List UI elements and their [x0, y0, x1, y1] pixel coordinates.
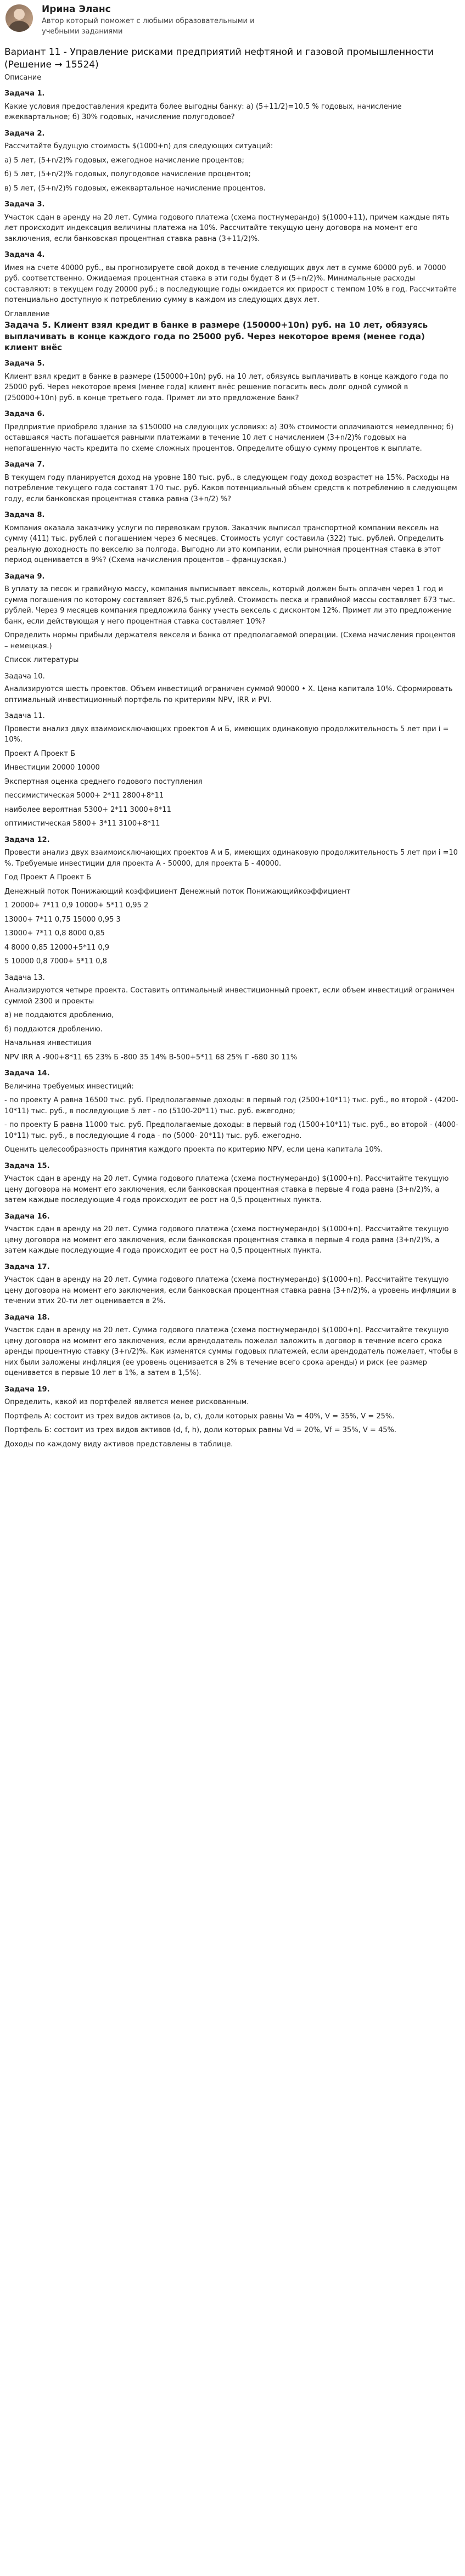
task-paragraph: Оценить целесообразность принятия каждого проекта по критерию NPV, если цена капитала 10%. — [4, 1146, 383, 1154]
task-heading: Задача 2. — [4, 129, 45, 138]
task-paragraph: NPV IRR А -900+8*11 65 23% Б -800 35 14% В-500+5*11 68 25% Г -680 30 11% — [4, 1053, 298, 1062]
task-paragraph: 4 8000 0,85 12000+5*11 0,9 — [4, 943, 110, 952]
task-heading: Задача 5. — [4, 360, 45, 368]
task-paragraph: Участок сдан в аренду на 20 лет. Сумма годового платежа (схема постнумерандо) $(1000+n). Рассчитайте текущую цену договора на момент его заключения, если банковская процентная ставка в первые 4 года равна (3+n/2)%, а затем каждые последующие 4 года происходит ее рост на 0,5 процентных пункта. — [4, 1225, 449, 1255]
task-paragraph: 13000+ 7*11 0,8 8000 0,85 — [4, 929, 105, 938]
task-heading: Задача 7. — [4, 461, 45, 469]
task-paragraph: Проект А Проект Б — [4, 749, 76, 758]
task-heading: Задача 14. — [4, 1069, 50, 1078]
task-paragraph: Анализируются шесть проектов. Объем инвестиций ограничен суммой 90000 • X. Цена капитала 10%. Сформировать оптимальный инвестиционный портфель по критериям NPV, IRR и PVI. — [4, 685, 453, 704]
task-paragraph: оптимистическая 5800+ 3*11 3100+8*11 — [4, 820, 160, 828]
tasks-section-2 — [4, 358, 461, 652]
task-paragraph: - по проекту Б равна 11000 тыс. руб. Предполагаемые доходы: в первый год (1500+10*11) тыс. руб., во второй - (4000-10*11) тыс. руб., в последующие 4 года - по (5000- 20*11) тыс. руб. ежегодно. — [4, 1121, 458, 1140]
avatar[interactable] — [5, 4, 33, 32]
author-info — [42, 3, 272, 37]
task-paragraph: Величина требуемых инвестиций: — [4, 1082, 134, 1091]
task-heading: Задача 4. — [4, 251, 45, 260]
task-heading: Задача 1. — [4, 89, 45, 98]
task-paragraph: Участок сдан в аренду на 20 лет. Сумма годового платежа (схема постнумерандо) $(1000+n). Рассчитайте текущую цену договора на момент его заключения, если банковская процентная ставка в первые 4 года равна (3+n/2)%, а затем каждые последующие 4 года происходит ее рост на 0,5 процентных пункта. — [4, 1175, 449, 1205]
literature-label: Список литературы — [4, 656, 79, 665]
task-paragraph: Какие условия предоставления кредита более выгодны банку: а) (5+11/2)=10.5 % годовых, начисление ежеквартальное; б) 30% годовых, начисление полугодовое? — [4, 102, 402, 122]
author-name[interactable]: Ирина Эланс — [42, 4, 111, 15]
task-heading: Задача 9. — [4, 572, 45, 581]
task-paragraph: а) 5 лет, (5+n/2)% годовых, ежегодное начисление процентов; — [4, 156, 244, 165]
task-paragraph: Год Проект А Проект Б — [4, 873, 92, 882]
task-paragraph: Экспертная оценка среднего годового поступления — [4, 777, 203, 786]
task-paragraph: б) поддаются дроблению. — [4, 1025, 103, 1034]
task-paragraph: - по проекту А равна 16500 тыс. руб. Предполагаемые доходы: в первый год (2500+10*11) тыс. руб., во второй - (4200-10*11) тыс. руб., в последующие 5 лет - по (5100-20*11) тыс. руб. ежегодно; — [4, 1096, 458, 1115]
task-paragraph: Участок сдан в аренду на 20 лет. Сумма годового платежа (схема постнумерандо) $(1000+n). Рассчитайте текущую цену договора на момент его заключения, если банковская процентная ставка равна (3+n/2)%, а уровень инфляции в течении этих 20-ти лет оценивается в 2%. — [4, 1276, 457, 1306]
page-title: Вариант 11 - Управление рисками предприятий нефтяной и газовой промышленности (Решение → 15524) — [4, 47, 434, 70]
task-paragraph: Участок сдан в аренду на 20 лет. Сумма годового платежа (схема постнумерандо) $(1000+n). Рассчитайте текущую цену договора на момент его заключения, если арендодатель пожелал заложить в договор в течение всего срока аренды процентную ставку (3+n/2)%. Как изменятся суммы годовых платежей, если арендодатель пожелает, чтобы в них были заложены инфляция (ее уровень оценивается в 2% в течение всего срока аренды) и риск (ее размер оценивается в первые 10 лет в 1%, а затем в 1,5%). — [4, 1326, 458, 1378]
task-paragraph: В уплату за песок и гравийную массу, компания выписывает вексель, который должен быть оплачен через 1 год и сумма погашения по которому составляет 826,5 тыс.рублей. Стоимость песка и гравийной массы составляет 673 тыс. рублей. Через 9 месяцев компания предложила банку учесть вексель с дисконтом 12%. Примет ли это предложение банк, если действующая у него процентная ставка составляет 10%? — [4, 585, 456, 626]
task-paragraph: наиболее вероятная 5300+ 2*11 3000+8*11 — [4, 805, 171, 814]
task-paragraph: Портфель Б: состоит из трех видов активов (d, f, h), доли которых равны Vd = 20%, Vf = 35%, V = 45%. — [4, 1426, 396, 1435]
task-paragraph: Провести анализ двух взаимоисключающих проектов А и Б, имеющих одинаковую продолжительность 5 лет при i = 10%. — [4, 725, 449, 744]
task-heading: Задача 6. — [4, 410, 45, 419]
task-paragraph: 5 10000 0,8 7000+ 5*11 0,8 — [4, 957, 107, 966]
task-paragraph: пессимистическая 5000+ 2*11 2800+8*11 — [4, 792, 164, 800]
task-paragraph: Компания оказала заказчику услуги по перевозкам грузов. Заказчик выписал транспортной компании вексель на сумму (411) тыс. рублей с погашением через 6 месяцев. Стоимость услуг составила (322) тыс. рублей. Определить реальную доходность по векселю за полгода. Выгодно ли это компании, если рыночная процентная ставка в этот период оценивается в 9%? (Схема начисления процентов – французская.) — [4, 524, 444, 565]
task-heading: Задача 13. — [4, 973, 45, 982]
task-heading: Задача 8. — [4, 511, 45, 520]
author-description: Автор который поможет с любыми образовательными и учебными заданиями — [42, 17, 255, 36]
task-heading: Задача 16. — [4, 1212, 50, 1221]
task-paragraph: Инвестиции 20000 10000 — [4, 764, 100, 772]
description-label: Описание — [4, 73, 42, 82]
task-heading: Задача 15. — [4, 1161, 50, 1170]
task-heading: Задача 11. — [4, 712, 45, 721]
task-paragraph: Анализируются четыре проекта. Составить оптимальный инвестиционный проект, если объем инвестиций ограничен суммой 2300 и проекты — [4, 986, 455, 1006]
task-heading: Задача 10. — [4, 672, 45, 681]
task-paragraph: 13000+ 7*11 0,75 15000 0,95 3 — [4, 915, 121, 924]
task-paragraph: Определить нормы прибыли держателя векселя и банка от предполагаемой операции. (Схема начисления процентов – немецкая.) — [4, 631, 456, 650]
author-card — [4, 3, 461, 37]
task-paragraph: б) 5 лет, (5+n/2)% годовых, полугодовое начисление процентов; — [4, 170, 251, 179]
task-paragraph: Провести анализ двух взаимоисключающих проектов А и Б, имеющих одинаковую продолжительность 5 лет при i =10 %. Требуемые инвестиции для проекта А - 50000, для проекта Б - 40000. — [4, 849, 458, 868]
task-heading: Задача 17. — [4, 1262, 50, 1271]
task-paragraph: Денежный поток Понижающий коэффициент Денежный поток Понижающийкоэффициент — [4, 887, 351, 896]
task-paragraph: Клиент взял кредит в банке в размере (150000+10n) руб. на 10 лет, обязуясь выплачивать в конце каждого года по 25000 руб. Через некоторое время (менее года) клиент внёс решение погасить весь долг одной суммой в (250000+10n) руб. в конце третьего года. Примет ли это предложение банк? — [4, 372, 449, 402]
task-heading: Задача 3. — [4, 200, 45, 209]
task-paragraph: Участок сдан в аренду на 20 лет. Сумма годового платежа (схема постнумерандо) $(1000+11), причем каждые пять лет происходит индексация величины платежа на 10%. Рассчитайте текущую цену договора на момент его заключения, если банковская процентная ставка равна (3+11/2)%. — [4, 213, 450, 243]
task-paragraph: Определить, какой из портфелей является менее рискованным. — [4, 1398, 249, 1407]
tasks-section-1 — [4, 88, 461, 306]
task-paragraph: а) не поддаются дроблению, — [4, 1011, 114, 1020]
task-heading: Задача 19. — [4, 1385, 50, 1394]
task-heading: Задача 12. — [4, 835, 50, 844]
task-paragraph: Портфель А: состоит из трех видов активов (a, b, c), доли которых равны Va = 40%, V = 35%, V = 25%. — [4, 1412, 395, 1421]
task-paragraph: 1 20000+ 7*11 0,9 10000+ 5*11 0,95 2 — [4, 901, 149, 910]
toc-label: Оглавление — [4, 310, 50, 318]
task-paragraph: В текущем году планируется доход на уровне 180 тыс. руб., в следующем году доход возрастет на 15%. Расходы на потребление текущего года составят 170 тыс. руб. Каков потенциальный объем средств к потреблению в следующем году, если банковская процентная ставка равна (3+n/2) %? — [4, 473, 457, 503]
task-paragraph: в) 5 лет, (5+n/2)% годовых, ежеквартальное начисление процентов. — [4, 184, 266, 193]
task-paragraph: Имея на счете 40000 руб., вы прогнозируете свой доход в течение следующих двух лет в сумме 60000 руб. и 70000 руб. соответственно. Ожидаемая процентная ставка в эти годы будет 8 и (5+n/2)%. Минимальные расходы составляют: в текущем году 20000 руб.; в последующие годы ожидается их прирост с темпом 10% в год. Рассчитайте потенциально доступную к потреблению сумму в каждом из следующих двух лет. — [4, 263, 457, 305]
task-paragraph: Доходы по каждому виду активов представлены в таблице. — [4, 1440, 233, 1449]
tasks-section-3 — [4, 671, 461, 1450]
toc-heading: Задача 5. Клиент взял кредит в банке в размере (150000+10n) руб. на 10 лет, обязуясь выплачивать в конце каждого года по 25000 руб. Через некоторое время (менее года) клиент внёс — [4, 320, 428, 352]
task-paragraph: Начальная инвестиция — [4, 1039, 92, 1048]
task-heading: Задача 18. — [4, 1313, 50, 1322]
task-paragraph: Рассчитайте будущую стоимость $(1000+n) для следующих ситуаций: — [4, 142, 273, 151]
task-paragraph: Предприятие приобрело здание за $150000 на следующих условиях: а) 30% стоимости оплачиваются немедленно; б) оставшаяся часть погашается равными платежами в течение 10 лет с начислением (3+n/2)% годовых на непогашенную часть кредита по схеме сложных процентов. Определите общую сумму процентов к выплате. — [4, 423, 454, 453]
